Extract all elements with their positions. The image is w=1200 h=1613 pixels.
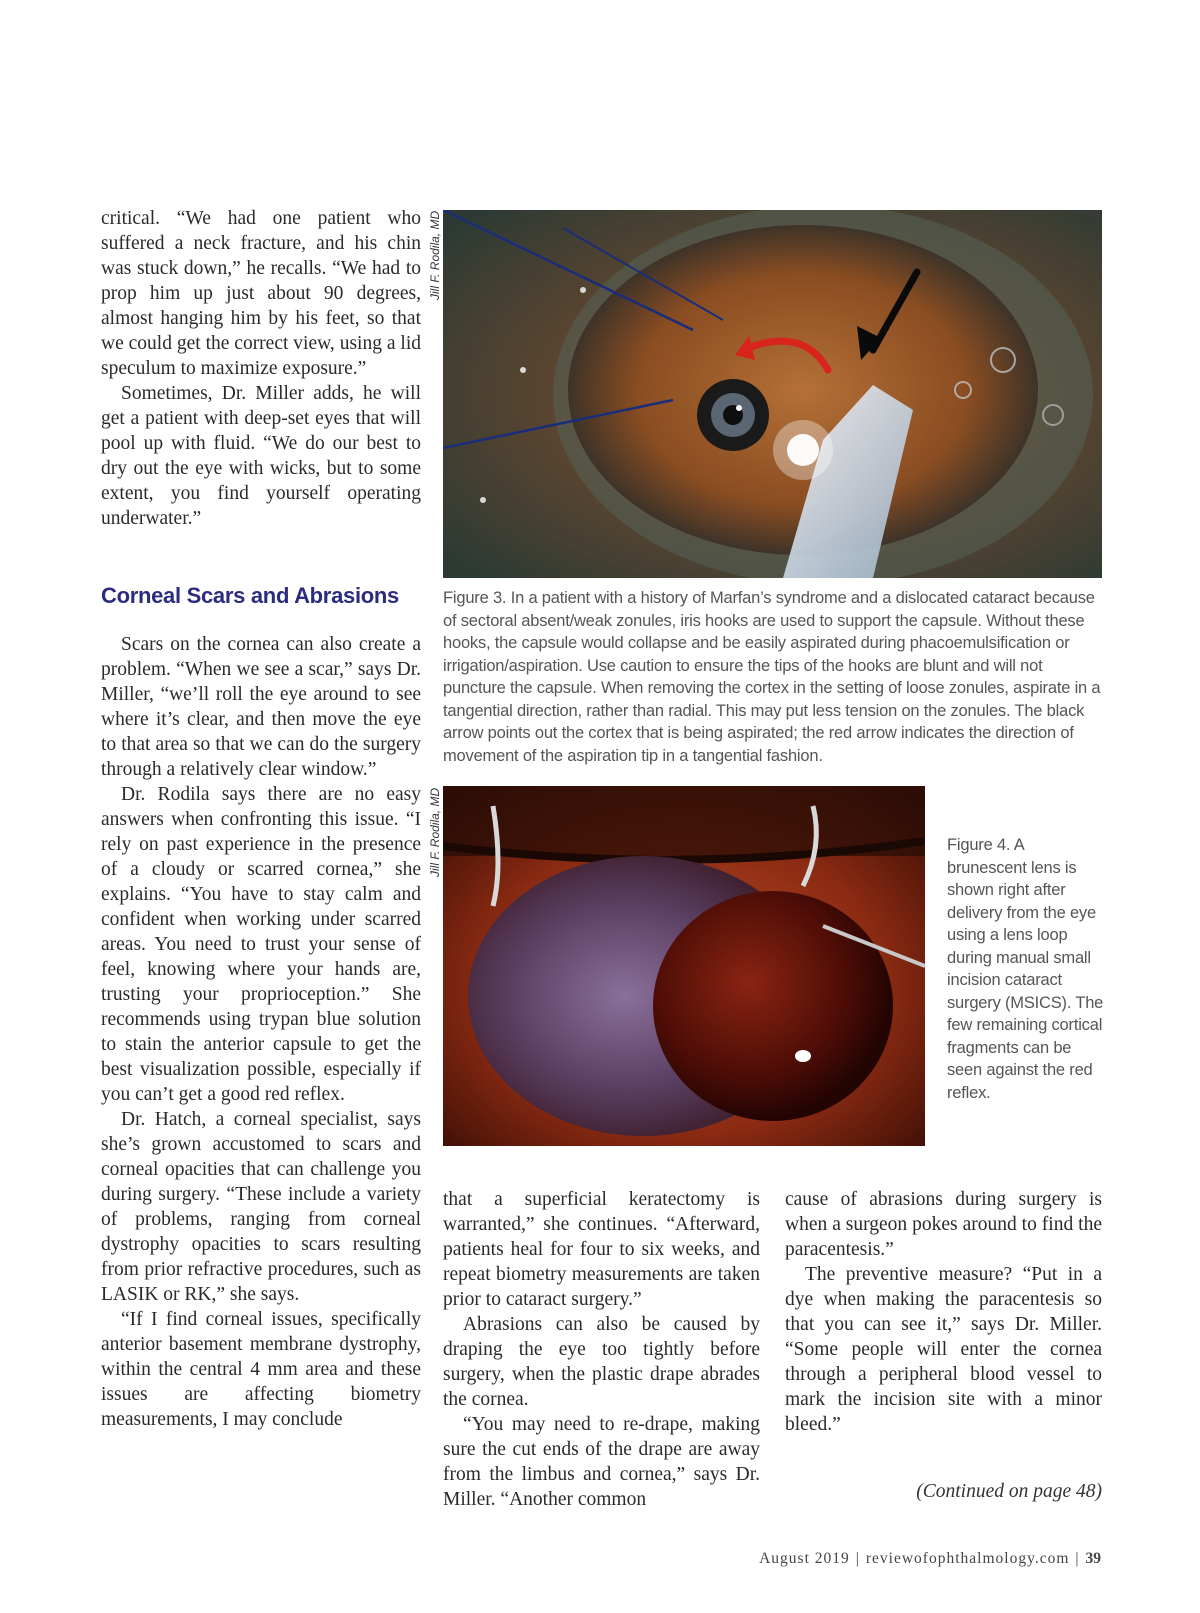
paragraph: that a superficial keratectomy is warranted,” she continues. “Afterward, patients heal for four to six weeks, and repeat biometry measurements are taken prior to cataract surgery.”: [443, 1189, 760, 1310]
middle-column-bottom: [443, 1187, 760, 1512]
page-footer: [759, 1550, 1101, 1568]
paragraph: Sometimes, Dr. Miller adds, he will get a patient with deep-set eyes that will pool up with fluid. “We do our best to dry out the eye with wicks, but to some extent, you find yourself operating underwater.”: [101, 383, 421, 529]
eye-surgery-photo: [443, 210, 1102, 578]
left-column-bottom: [101, 632, 421, 1432]
figure-4-image: [443, 786, 925, 1146]
figure-3-image: [443, 210, 1102, 578]
paragraph: Dr. Hatch, a corneal specialist, says she’s grown accustomed to scars and corneal opacities that can challenge you during surgery. “These include a variety of problems, ranging from corneal dystrophy opacities to scars resulting from prior refractive procedures, such as LASIK or RK,” she says.: [101, 1109, 421, 1305]
issue-date: August 2019: [759, 1550, 850, 1567]
section-heading: Corneal Scars and Abrasions: [101, 583, 399, 608]
paragraph: Abrasions can also be caused by draping the eye too tightly before surgery, when the plastic drape abrades the cornea.: [443, 1314, 760, 1410]
paragraph: Scars on the cornea can also create a problem. “When we see a scar,” says Dr. Miller, “we’ll roll the eye around to see where it’s clear, and then move the eye to that area so that we can do the surgery through a relatively clear window.”: [101, 634, 421, 780]
page-number: 39: [1085, 1550, 1101, 1567]
paragraph: “You may need to re-drape, making sure the cut ends of the drape are away from the limbus and cornea,” says Dr. Miller. “Another common: [443, 1414, 760, 1510]
right-column-bottom: [785, 1187, 1102, 1437]
lens-delivery-photo: [443, 786, 925, 1146]
divider: |: [1075, 1550, 1080, 1567]
website-link[interactable]: reviewofophthalmology.com: [865, 1550, 1070, 1567]
left-column-top: [101, 206, 421, 531]
continued-link[interactable]: (Continued on page 48): [916, 1481, 1102, 1502]
paragraph: “If I find corneal issues, specifically anterior basement membrane dystrophy, within the central 4 mm area and these issues are affecting biometry measurements, I may conclude: [101, 1309, 421, 1430]
paragraph: critical. “We had one patient who suffered a neck fracture, and his chin was stuck down,” he recalls. “We had to prop him up just about 90 degrees, almost hanging him by his feet, so that we could get the correct view, using a lid speculum to maximize exposure.”: [101, 208, 421, 379]
paragraph: cause of abrasions during surgery is when a surgeon pokes around to find the paracentesis.”: [785, 1189, 1102, 1260]
paragraph: The preventive measure? “Put in a dye when making the paracentesis so that you can see it,” says Dr. Miller. “Some people will enter the cornea through a peripheral blood vessel to mark the incision site with a minor bleed.”: [785, 1264, 1102, 1435]
photo-credit: Jill F. Rodila, MD: [428, 787, 442, 877]
figure-4-caption: Figure 4. A brunescent lens is shown right after delivery from the eye using a lens loop during manual small incision cataract surgery (MSICS). The few remaining cortical fragments can be seen against the red reflex.: [947, 836, 1104, 1102]
photo-credit: Jill F. Rodila, MD: [428, 210, 442, 300]
figure-3-caption: Figure 3. In a patient with a history of Marfan’s syndrome and a dislocated cataract because of sectoral absent/weak zonules, iris hooks are used to support the capsule. Without these hooks, the capsule would collapse and be easily aspirated during phacoemulsification or irrigation/aspiration. Use caution to ensure the tips of the hooks are blunt and will not puncture the capsule. When removing the cortex in the setting of loose zonules, aspirate in a tangential direction, rather than radial. This may put less tension on the zonules. The black arrow points out the cortex that is being aspirated; the red arrow indicates the direction of movement of the aspiration tip in a tangential fashion.: [443, 589, 1101, 765]
paragraph: Dr. Rodila says there are no easy answers when confronting this issue. “I rely on past experience in the presence of a cloudy or scarred cornea,” she explains. “You have to stay calm and confident when working under scarred areas. You need to trust your sense of feel, knowing where your hands are, trusting your proprioception.” She recommends using trypan blue solution to stain the anterior capsule to get the best visualization possible, especially if you can’t get a good red reflex.: [101, 784, 421, 1105]
divider: |: [855, 1550, 860, 1567]
